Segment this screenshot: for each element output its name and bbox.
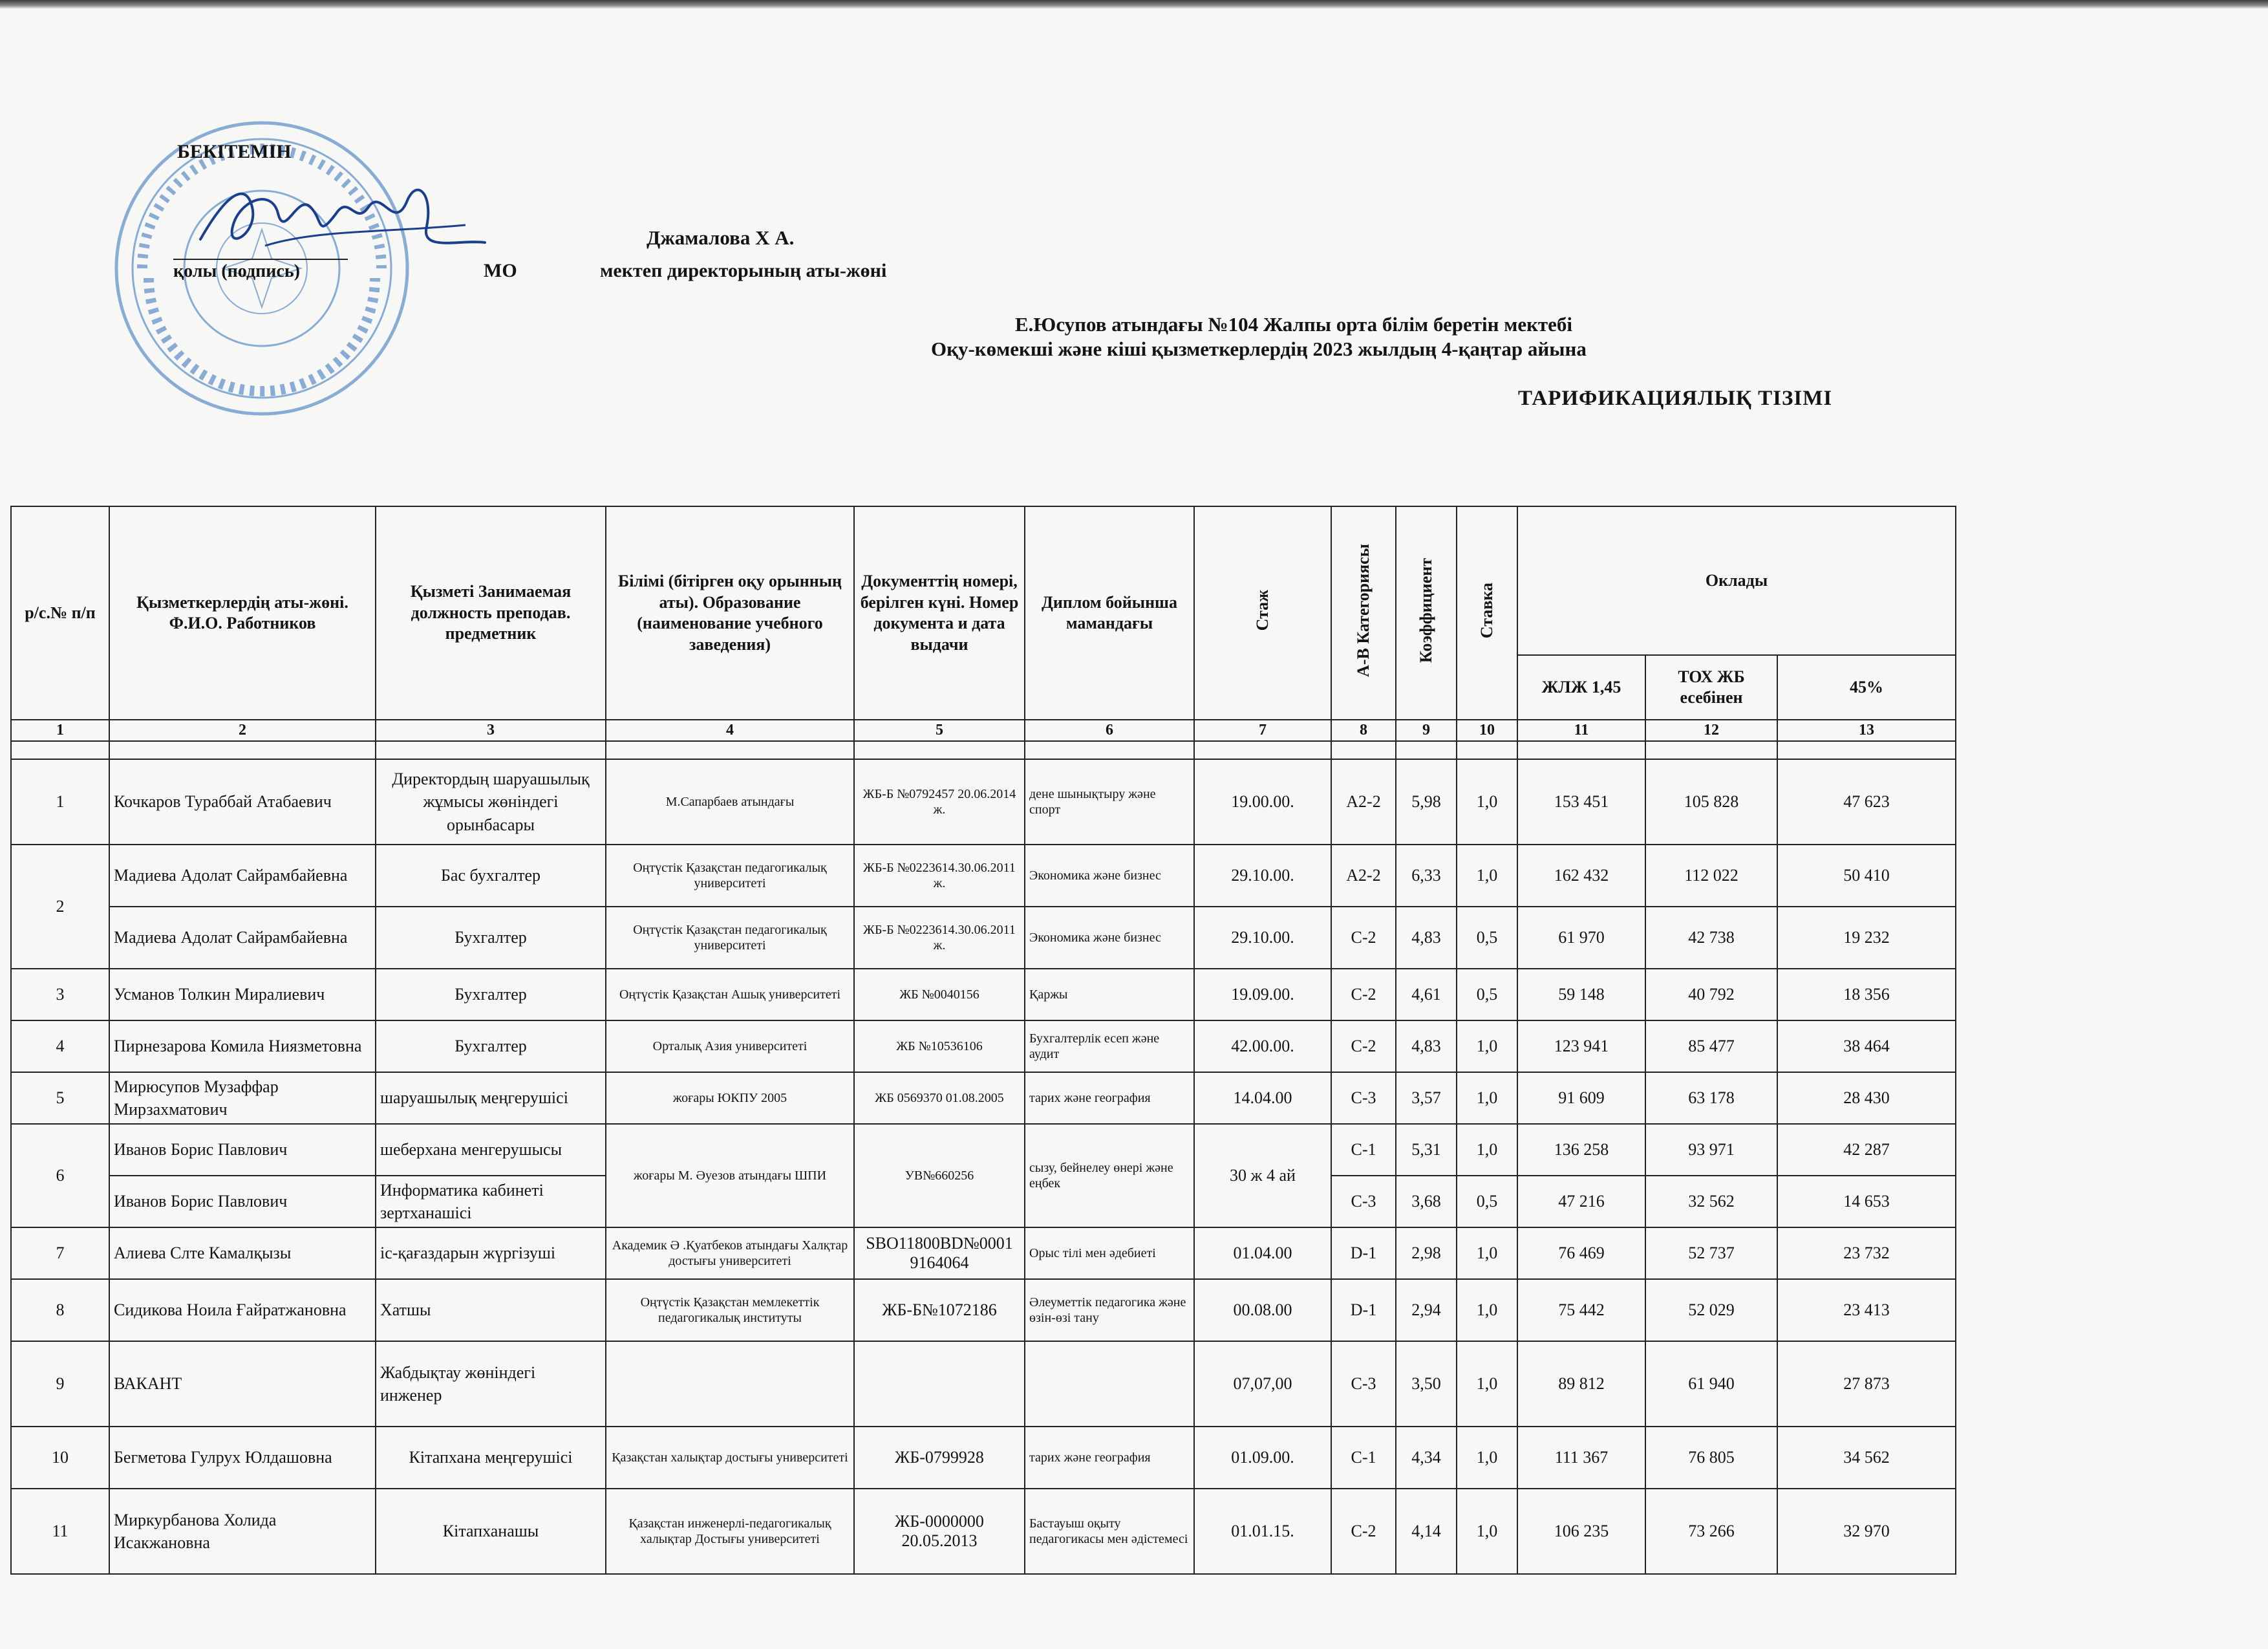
col-number: 3 [376, 720, 606, 741]
document: ЖБ-Б №0223614.30.06.2011 ж. [854, 845, 1025, 907]
col-number: 7 [1194, 720, 1331, 741]
category: С-2 [1331, 907, 1396, 969]
rate: 0,5 [1457, 907, 1517, 969]
document: ЖБ №0040156 [854, 969, 1025, 1020]
director-caption: мектеп директорының аты-жөні [600, 260, 887, 281]
category: С-3 [1331, 1072, 1396, 1124]
table-row [11, 1341, 1956, 1427]
tariff-table [10, 506, 1956, 1575]
specialty: Бастауыш оқыту педагогикасы мен әдістемесі [1025, 1489, 1194, 1574]
coefficient: 3,68 [1396, 1176, 1457, 1227]
position: Хатшы [376, 1279, 606, 1341]
col-number: 10 [1457, 720, 1517, 741]
category: С-2 [1331, 1020, 1396, 1072]
salary-3: 18 356 [1777, 969, 1956, 1020]
coef-header-text: Коэффициент [1416, 557, 1435, 663]
row-num: 7 [11, 1227, 109, 1279]
document [854, 1341, 1025, 1427]
rate: 1,0 [1457, 1489, 1517, 1574]
employee-name: Сидикова Ноила Ғайратжановна [109, 1279, 376, 1341]
col-education-header: Білімі (бітірген оқу орынның аты). Образование (наименование учебного заведения) [606, 506, 854, 720]
salary-2: 112 022 [1645, 845, 1777, 907]
table-row [11, 1227, 1956, 1279]
position: Бухгалтер [376, 969, 606, 1020]
stazh: 30 ж 4 ай [1194, 1124, 1331, 1227]
specialty [1025, 1341, 1194, 1427]
employee-name: Кочкаров Тураббай Атабаевич [109, 759, 376, 845]
education: Қазақстан инженерлі-педагогикалық халықтар Достығы университеті [606, 1489, 854, 1574]
row-num: 11 [11, 1489, 109, 1574]
col-number: 11 [1517, 720, 1645, 741]
coefficient: 6,33 [1396, 845, 1457, 907]
rate: 1,0 [1457, 1427, 1517, 1489]
education: жоғары М. Әуезов атындағы ШПИ [606, 1124, 854, 1227]
position: Кітапхана меңгерушісі [376, 1427, 606, 1489]
specialty: сызу, бейнелеу өнері және еңбек [1025, 1124, 1194, 1227]
stazh: 29.10.00. [1194, 907, 1331, 969]
category: С-1 [1331, 1427, 1396, 1489]
row-num: 10 [11, 1427, 109, 1489]
salary-2: 52 737 [1645, 1227, 1777, 1279]
scan-edge [0, 0, 2268, 9]
position: Жабдықтау жөніндегі инженер [376, 1341, 606, 1427]
position: шаруашылық меңгерушісі [376, 1072, 606, 1124]
salary-1: 136 258 [1517, 1124, 1645, 1176]
stazh: 19.00.00. [1194, 759, 1331, 845]
rate: 1,0 [1457, 1227, 1517, 1279]
stazh: 07,07,00 [1194, 1341, 1331, 1427]
employee-name: Мадиева Адолат Сайрамбайевна [109, 907, 376, 969]
coefficient: 4,14 [1396, 1489, 1457, 1574]
col-specialty-header: Диплом бойынша мамандағы [1025, 506, 1194, 720]
col-sal3-header: 45% [1777, 655, 1956, 720]
col-sal2-header: ТОХ ЖБ есебінен [1645, 655, 1777, 720]
employee-name: Пирнезарова Комила Ниязметовна [109, 1020, 376, 1072]
director-name: Джамалова Х А. [647, 226, 795, 249]
education: Оңтүстік Қазақстан педагогикалық университеті [606, 907, 854, 969]
col-sal1-header: ЖЛЖ 1,45 [1517, 655, 1645, 720]
salary-3: 50 410 [1777, 845, 1956, 907]
row-num: 9 [11, 1341, 109, 1427]
education: Қазақстан халықтар достығы университеті [606, 1427, 854, 1489]
specialty: Әлеуметтік педагогика және өзін-өзі тану [1025, 1279, 1194, 1341]
salary-2: 63 178 [1645, 1072, 1777, 1124]
salary-2: 32 562 [1645, 1176, 1777, 1227]
coefficient: 4,83 [1396, 1020, 1457, 1072]
stazh: 01.04.00 [1194, 1227, 1331, 1279]
employee-name: Иванов Борис Павлович [109, 1176, 376, 1227]
table-row [11, 969, 1956, 1020]
rate-header-text: Ставка [1477, 582, 1496, 638]
col-salary-header: Оклады [1517, 506, 1956, 655]
rate: 1,0 [1457, 1124, 1517, 1176]
salary-2: 85 477 [1645, 1020, 1777, 1072]
specialty: Экономика және бизнес [1025, 907, 1194, 969]
category: С-1 [1331, 1124, 1396, 1176]
salary-2: 52 029 [1645, 1279, 1777, 1341]
salary-3: 23 413 [1777, 1279, 1956, 1341]
col-document-header: Документтің номері, берілген күні. Номер документа и дата выдачи [854, 506, 1025, 720]
document-title: ТАРИФИКАЦИЯЛЫҚ ТІЗІМІ [1518, 387, 1833, 410]
mo-label: МО [484, 260, 517, 281]
document: ЖБ-0799928 [854, 1427, 1025, 1489]
rate: 0,5 [1457, 1176, 1517, 1227]
header-row [11, 506, 1956, 655]
position: Бас бухгалтер [376, 845, 606, 907]
salary-1: 75 442 [1517, 1279, 1645, 1341]
document: ЖБ-0000000 20.05.2013 [854, 1489, 1025, 1574]
row-num: 6 [11, 1124, 109, 1227]
employee-name: Усманов Толкин Миралиевич [109, 969, 376, 1020]
salary-1: 153 451 [1517, 759, 1645, 845]
coefficient: 3,50 [1396, 1341, 1457, 1427]
coefficient: 4,61 [1396, 969, 1457, 1020]
education: Академик Ә .Қуатбеков атындағы Халқтар достығы университеті [606, 1227, 854, 1279]
period-line: Оқу-көмекші және кіші қызметкерлердің 2023 жылдың 4-қаңтар айына [931, 338, 1587, 360]
coefficient: 2,94 [1396, 1279, 1457, 1341]
col-stazh-header [1194, 506, 1331, 720]
document: ЖБ-Б №0223614.30.06.2011 ж. [854, 907, 1025, 969]
employee-name: Миркурбанова Холида Исакжановна [109, 1489, 376, 1574]
table-row [11, 1072, 1956, 1124]
table-row [11, 1279, 1956, 1341]
stazh: 14.04.00 [1194, 1072, 1331, 1124]
document: SBO11800BD№0001 9164064 [854, 1227, 1025, 1279]
position: Бухгалтер [376, 1020, 606, 1072]
table-row [11, 1020, 1956, 1072]
stazh: 42.00.00. [1194, 1020, 1331, 1072]
coefficient: 4,34 [1396, 1427, 1457, 1489]
col-number: 5 [854, 720, 1025, 741]
specialty: Орыс тілі мен әдебиеті [1025, 1227, 1194, 1279]
signature-label: қолы (подпись) [173, 259, 348, 282]
salary-1: 59 148 [1517, 969, 1645, 1020]
salary-3: 27 873 [1777, 1341, 1956, 1427]
salary-1: 89 812 [1517, 1341, 1645, 1427]
rate: 1,0 [1457, 845, 1517, 907]
table-row [11, 759, 1956, 845]
employee-name: Алиева Слте Камалқызы [109, 1227, 376, 1279]
column-number-row [11, 720, 1956, 741]
row-num: 3 [11, 969, 109, 1020]
specialty: Экономика және бизнес [1025, 845, 1194, 907]
col-coef-header [1396, 506, 1457, 720]
salary-2: 73 266 [1645, 1489, 1777, 1574]
education [606, 1341, 854, 1427]
category: А2-2 [1331, 759, 1396, 845]
employee-name: ВАКАНТ [109, 1341, 376, 1427]
salary-3: 34 562 [1777, 1427, 1956, 1489]
category-header-text: А-В Категориясы [1353, 543, 1373, 677]
education: Оңтүстік Қазақстан Ашық университеті [606, 969, 854, 1020]
salary-1: 162 432 [1517, 845, 1645, 907]
category: С-2 [1331, 1489, 1396, 1574]
coefficient: 3,57 [1396, 1072, 1457, 1124]
row-num: 4 [11, 1020, 109, 1072]
table-row [11, 845, 1956, 907]
col-number: 8 [1331, 720, 1396, 741]
document: ЖБ 0569370 01.08.2005 [854, 1072, 1025, 1124]
education: М.Сапарбаев атындағы [606, 759, 854, 845]
col-number: 13 [1777, 720, 1956, 741]
table-row [11, 1124, 1956, 1176]
stazh: 01.01.15. [1194, 1489, 1331, 1574]
specialty: тарих және география [1025, 1427, 1194, 1489]
employee-name: Бегметова Гулрух Юлдашовна [109, 1427, 376, 1489]
education: Оңтүстік Қазақстан педагогикалық университеті [606, 845, 854, 907]
col-number: 1 [11, 720, 109, 741]
salary-2: 42 738 [1645, 907, 1777, 969]
position: Директордың шаруашылық жұмысы жөніндегі орынбасары [376, 759, 606, 845]
salary-1: 111 367 [1517, 1427, 1645, 1489]
document: УВ№660256 [854, 1124, 1025, 1227]
row-num: 1 [11, 759, 109, 845]
coefficient: 4,83 [1396, 907, 1457, 969]
row-num: 5 [11, 1072, 109, 1124]
stazh: 19.09.00. [1194, 969, 1331, 1020]
spacer-row [11, 741, 1956, 759]
stazh: 01.09.00. [1194, 1427, 1331, 1489]
col-position-header: Қызметі Занимаемая должность преподав. предметник [376, 506, 606, 720]
education: Орталық Азия университеті [606, 1020, 854, 1072]
document: ЖБ-Б№1072186 [854, 1279, 1025, 1341]
specialty: Қаржы [1025, 969, 1194, 1020]
employee-name: Иванов Борис Павлович [109, 1124, 376, 1176]
col-number: 12 [1645, 720, 1777, 741]
category: С-3 [1331, 1176, 1396, 1227]
table-row [11, 907, 1956, 969]
salary-2: 93 971 [1645, 1124, 1777, 1176]
education: Оңтүстік Қазақстан мемлекеттік педагогикалық институты [606, 1279, 854, 1341]
salary-1: 61 970 [1517, 907, 1645, 969]
approve-label: БЕКІТЕМІН [177, 141, 292, 162]
salary-3: 14 653 [1777, 1176, 1956, 1227]
employee-name: Мадиева Адолат Сайрамбайевна [109, 845, 376, 907]
coefficient: 5,98 [1396, 759, 1457, 845]
salary-1: 91 609 [1517, 1072, 1645, 1124]
salary-1: 76 469 [1517, 1227, 1645, 1279]
salary-2: 76 805 [1645, 1427, 1777, 1489]
col-number: 4 [606, 720, 854, 741]
school-name: Е.Юсупов атындағы №104 Жалпы орта білім беретін мектебі [1015, 313, 1573, 336]
salary-3: 42 287 [1777, 1124, 1956, 1176]
specialty: дене шынықтыру және спорт [1025, 759, 1194, 845]
rate: 1,0 [1457, 1279, 1517, 1341]
category: С-3 [1331, 1341, 1396, 1427]
rate: 1,0 [1457, 1072, 1517, 1124]
salary-2: 40 792 [1645, 969, 1777, 1020]
specialty: Бухгалтерлік есеп және аудит [1025, 1020, 1194, 1072]
salary-1: 123 941 [1517, 1020, 1645, 1072]
position: іс-қағаздарын жүргізуші [376, 1227, 606, 1279]
category: А2-2 [1331, 845, 1396, 907]
stazh-header-text: Стаж [1252, 590, 1272, 631]
col-number: 9 [1396, 720, 1457, 741]
category: D-1 [1331, 1279, 1396, 1341]
col-num-header: р/с.№ п/п [11, 506, 109, 720]
director-signature [187, 168, 491, 265]
salary-3: 19 232 [1777, 907, 1956, 969]
salary-1: 47 216 [1517, 1176, 1645, 1227]
col-number: 6 [1025, 720, 1194, 741]
rate: 1,0 [1457, 1020, 1517, 1072]
position: Бухгалтер [376, 907, 606, 969]
rate: 0,5 [1457, 969, 1517, 1020]
rate: 1,0 [1457, 1341, 1517, 1427]
salary-3: 47 623 [1777, 759, 1956, 845]
position: Информатика кабинеті зертханашісі [376, 1176, 606, 1227]
rate: 1,0 [1457, 759, 1517, 845]
col-rate-header [1457, 506, 1517, 720]
salary-3: 23 732 [1777, 1227, 1956, 1279]
salary-2: 105 828 [1645, 759, 1777, 845]
category: С-2 [1331, 969, 1396, 1020]
salary-3: 28 430 [1777, 1072, 1956, 1124]
position: Кітапханашы [376, 1489, 606, 1574]
category: D-1 [1331, 1227, 1396, 1279]
col-number: 2 [109, 720, 376, 741]
salary-3: 32 970 [1777, 1489, 1956, 1574]
position: шеберхана менгерушысы [376, 1124, 606, 1176]
row-num: 2 [11, 845, 109, 969]
document: ЖБ №10536106 [854, 1020, 1025, 1072]
stazh: 29.10.00. [1194, 845, 1331, 907]
table-row [11, 1427, 1956, 1489]
salary-1: 106 235 [1517, 1489, 1645, 1574]
document: ЖБ-Б №0792457 20.06.2014 ж. [854, 759, 1025, 845]
salary-2: 61 940 [1645, 1341, 1777, 1427]
row-num: 8 [11, 1279, 109, 1341]
table-row [11, 1489, 1956, 1574]
employee-name: Мирюсупов Музаффар Мирзахматович [109, 1072, 376, 1124]
coefficient: 5,31 [1396, 1124, 1457, 1176]
salary-3: 38 464 [1777, 1020, 1956, 1072]
education: жоғары ЮКПУ 2005 [606, 1072, 854, 1124]
stazh: 00.08.00 [1194, 1279, 1331, 1341]
col-name-header: Қызметкерлердің аты-жөні. Ф.И.О. Работников [109, 506, 376, 720]
specialty: тарих және география [1025, 1072, 1194, 1124]
coefficient: 2,98 [1396, 1227, 1457, 1279]
col-category-header [1331, 506, 1396, 720]
